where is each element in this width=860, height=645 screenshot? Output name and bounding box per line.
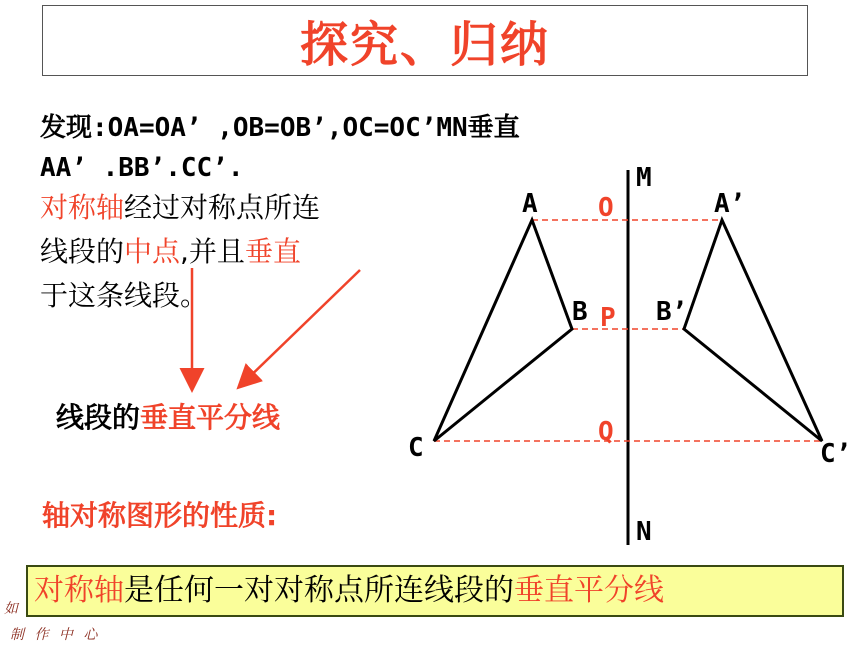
finding-line-2: AA’ .BB’.CC’.	[40, 153, 244, 183]
label-o: O	[598, 193, 614, 223]
label-a-prime: A’	[714, 189, 746, 219]
conclusion-term-2: 垂直平分线	[514, 573, 664, 608]
finding-line-1: 发现:OA=OA’ ,OB=OB’,OC=OC’MN垂直	[40, 113, 520, 143]
label-q: Q	[598, 417, 614, 447]
watermark-line-1: 如	[4, 601, 18, 617]
property-heading: 轴对称图形的性质:	[42, 499, 278, 532]
label-a: A	[522, 189, 538, 219]
conclusion-term-1: 对称轴	[34, 573, 124, 608]
watermark-line-2: 制 作 中 心	[10, 627, 101, 643]
term-symmetry-axis: 对称轴	[40, 191, 125, 224]
term-midpoint: 中点	[124, 235, 181, 268]
axis-statement-text-2: 线段的	[40, 235, 125, 268]
axis-statement-text-1: 经过对称点所连	[124, 191, 321, 224]
label-p: P	[600, 303, 616, 333]
term-perpendicular: 垂直	[244, 235, 301, 268]
axis-statement-text-3: ,并且	[180, 235, 245, 268]
label-b-prime: B’	[656, 297, 688, 327]
slide-title: 探究、归纳	[299, 17, 550, 73]
label-n: N	[636, 517, 652, 547]
conclusion-text: 是任何一对对称点所连线段的	[124, 573, 514, 608]
arrow-perpendicular	[240, 270, 360, 386]
label-c-prime: C’	[820, 439, 852, 469]
perp-text: 线段的	[56, 401, 141, 434]
label-c: C	[408, 433, 424, 463]
triangle-a2b2c2	[684, 220, 822, 441]
triangle-abc	[434, 220, 572, 441]
label-m: M	[636, 163, 652, 193]
perp-term: 垂直平分线	[140, 401, 281, 434]
axis-statement-text-4: 于这条线段。	[40, 279, 209, 312]
label-b: B	[572, 297, 588, 327]
